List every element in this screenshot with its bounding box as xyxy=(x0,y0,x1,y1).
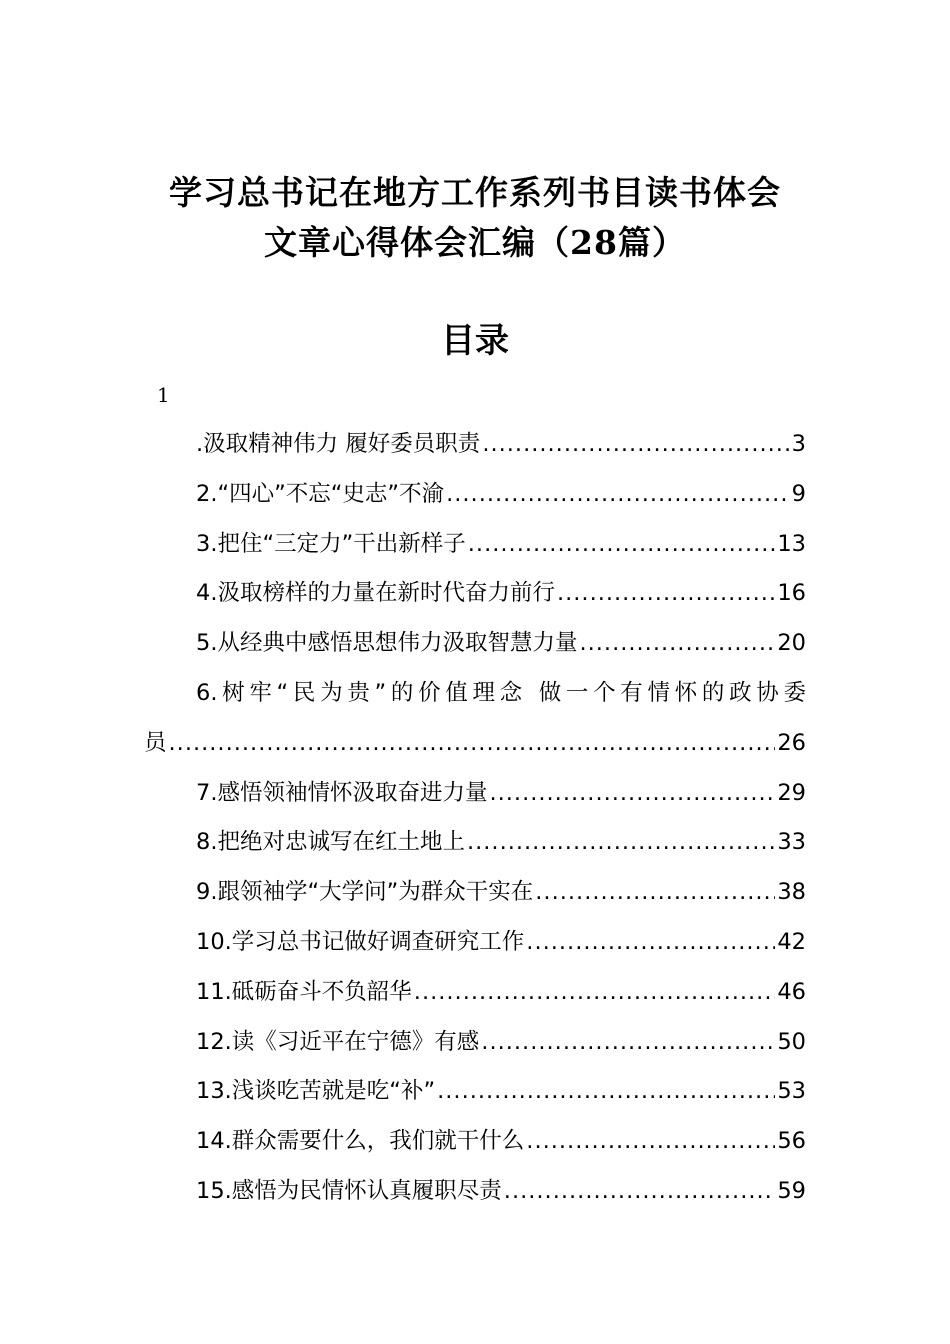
toc-entry-label: 3.把住“三定力”干出新样子 xyxy=(196,530,466,557)
toc-entry[interactable] xyxy=(144,619,806,669)
toc-leader-dots xyxy=(437,1067,775,1117)
toc-entry-page: 3 xyxy=(791,431,806,457)
toc-entry-page: 53 xyxy=(777,1078,806,1105)
toc-entry-wrapped-line[interactable]: 6.树牢“民为贵”的价值理念 做一个有情怀的政协委 xyxy=(196,679,806,706)
toc-entry-label: 10.学习总书记做好调查研究工作 xyxy=(196,928,525,955)
toc-entry[interactable] xyxy=(144,818,806,868)
toc-entry-page: 42 xyxy=(777,928,806,955)
toc-entry[interactable] xyxy=(144,1167,806,1217)
list-marker: 1 xyxy=(157,383,170,407)
toc-entry-label: 4.汲取榜样的力量在新时代奋力前行 xyxy=(196,580,555,607)
toc-entry-label: 15.感悟为民情怀认真履职尽责 xyxy=(196,1177,502,1204)
toc-entry-page: 26 xyxy=(777,729,806,756)
toc-entry-label: 13.浅谈吃苦就是吃“补” xyxy=(196,1078,436,1105)
toc-entry-page: 13 xyxy=(777,530,806,557)
toc-entry-label: 2.“四心”不忘“史志”不渝 xyxy=(196,480,445,507)
toc-entry[interactable] xyxy=(144,719,806,769)
toc-entry[interactable] xyxy=(144,569,806,619)
table-of-contents xyxy=(144,420,806,1217)
toc-entry[interactable] xyxy=(144,1067,806,1117)
toc-leader-dots xyxy=(414,968,776,1018)
toc-leader-dots xyxy=(481,1018,775,1068)
toc-entry[interactable] xyxy=(144,1018,806,1068)
toc-leader-dots xyxy=(526,1117,775,1167)
toc-leader-dots xyxy=(535,868,775,918)
toc-entry-page: 9 xyxy=(791,480,806,507)
toc-leader-dots xyxy=(489,769,775,819)
toc-entry-page: 38 xyxy=(777,879,806,906)
toc-entry-label: 5.从经典中感悟思想伟力汲取智慧力量 xyxy=(196,630,578,657)
toc-entry-label: 12.读《习近平在宁德》有感 xyxy=(196,1028,480,1055)
toc-leader-dots xyxy=(169,719,776,769)
toc-leader-dots xyxy=(467,818,775,868)
toc-entry-label: 8.把绝对忠诚写在红土地上 xyxy=(196,829,465,856)
toc-entry[interactable] xyxy=(144,470,806,520)
toc-heading: 目录 xyxy=(441,321,509,361)
toc-entry-label: .汲取精神伟力 履好委员职责 xyxy=(196,431,481,457)
toc-entry-page: 56 xyxy=(777,1128,806,1155)
toc-leader-dots xyxy=(468,520,776,570)
toc-leader-dots xyxy=(557,569,775,619)
toc-entry[interactable] xyxy=(144,968,806,1018)
toc-entry-label: 14.群众需要什么，我们就干什么 xyxy=(196,1128,525,1155)
toc-entry[interactable] xyxy=(144,1117,806,1167)
toc-leader-dots xyxy=(526,918,775,968)
toc-entry-page: 46 xyxy=(777,978,806,1005)
document-title-line-2: 文章心得体会汇编（28篇） xyxy=(264,223,686,262)
toc-entry-label: 员 xyxy=(144,729,167,756)
toc-entry-page: 29 xyxy=(777,779,806,806)
toc-leader-dots xyxy=(579,619,775,669)
toc-leader-dots xyxy=(482,420,789,470)
toc-entry-page: 50 xyxy=(777,1028,806,1055)
toc-entry[interactable] xyxy=(144,769,806,819)
toc-leader-dots xyxy=(504,1167,776,1217)
toc-entry-label: 11.砥砺奋斗不负韶华 xyxy=(196,978,412,1005)
toc-entry[interactable] xyxy=(144,918,806,968)
toc-entry[interactable] xyxy=(144,868,806,918)
toc-entry-page: 20 xyxy=(777,630,806,657)
toc-entry-page: 33 xyxy=(777,829,806,856)
document-title-line-1: 学习总书记在地方工作系列书目读书体会 xyxy=(169,173,781,212)
toc-leader-dots xyxy=(446,470,790,520)
toc-entry-page: 16 xyxy=(777,580,806,607)
toc-entry[interactable] xyxy=(144,520,806,570)
toc-entry-label: 9.跟领袖学“大学问”为群众干实在 xyxy=(196,879,534,906)
toc-entry[interactable] xyxy=(144,420,806,470)
toc-entry-label: 7.感悟领袖情怀汲取奋进力量 xyxy=(196,779,488,806)
toc-entry-page: 59 xyxy=(777,1177,806,1204)
